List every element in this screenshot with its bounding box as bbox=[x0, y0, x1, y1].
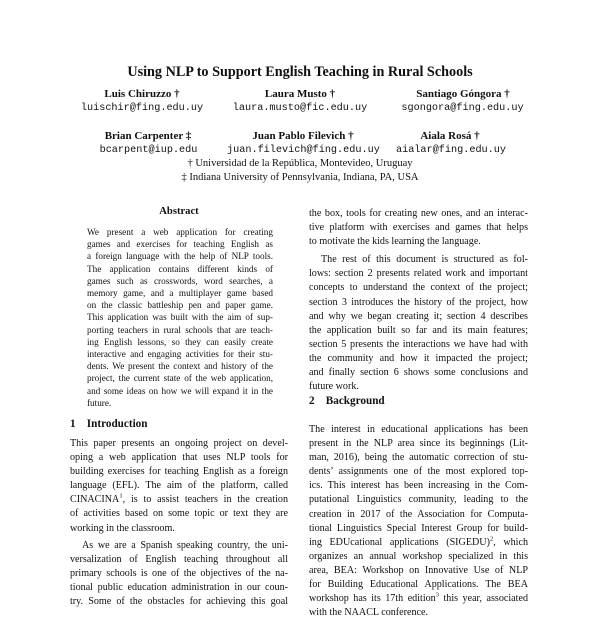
background-body bbox=[309, 423, 528, 620]
footnote-mark-3: 3 bbox=[435, 591, 439, 599]
body-line: section 5 presents the interactions we have had with bbox=[309, 338, 528, 350]
body-line: and finally section 6 shows some conclusions and bbox=[309, 367, 528, 379]
footnote-mark-1: 1 bbox=[119, 493, 123, 501]
author-name-3: Santiago Góngora † bbox=[416, 88, 510, 100]
author-email-1: luischir@fing.edu.uy bbox=[80, 103, 204, 114]
body-line: and why we began creating it; section 4 describes bbox=[309, 310, 528, 322]
abstract-line: games and exercises for teaching English as bbox=[87, 239, 273, 250]
body-line: concepts to understand the context of the project; bbox=[309, 282, 528, 294]
author-email-6: aialar@fing.edu.uy bbox=[395, 145, 507, 156]
body-line: The rest of this document is structured as fol- bbox=[321, 254, 528, 266]
bg-line: dents’ assignments one of the most explored top- bbox=[309, 466, 528, 478]
abstract-body bbox=[87, 226, 273, 409]
intro-heading-text: 1 Introduction bbox=[70, 418, 148, 430]
author-email-5: juan.filevich@fing.edu.uy bbox=[227, 145, 380, 156]
bg-line: ics. This interest has been increasing in the Com- bbox=[309, 480, 528, 492]
right-column-top bbox=[309, 207, 528, 394]
abstract-line: interactive and engaging activities for their stu- bbox=[87, 349, 273, 360]
abstract-line: memory game, and a multiplayer game based bbox=[87, 288, 273, 299]
body-line: the community and how it impacted the project; bbox=[309, 352, 528, 364]
intro-line: This paper presents an ongoing project on devel- bbox=[70, 438, 288, 449]
bg-line: area, BEA: Workshop on Innovative Use of NLP bbox=[309, 564, 528, 576]
abstract-line: and some ideas on how we will expand it in the bbox=[87, 385, 273, 396]
abstract-line: porting teachers in rural schools that are teach- bbox=[87, 324, 273, 335]
intro-line: primary schools is one of the objectives of the na- bbox=[70, 567, 288, 579]
bg-line-rest: this year, associated bbox=[438, 593, 528, 605]
intro-line: versalization of English teaching throughout all bbox=[70, 553, 288, 565]
body-line: the application built so far and its main features; bbox=[309, 324, 528, 336]
intro-line-footnote bbox=[70, 493, 288, 507]
author-name-4: Brian Carpenter ‡ bbox=[104, 130, 192, 142]
author-name-2: Laura Musto † bbox=[264, 88, 336, 100]
body-line: future work. bbox=[309, 381, 359, 393]
body-line: lows: section 2 presents related work and important bbox=[309, 268, 528, 280]
intro-body bbox=[70, 437, 288, 609]
abstract-heading: Abstract bbox=[159, 206, 199, 217]
intro-line: try. Some of the obstacles for achieving this goal bbox=[70, 596, 288, 608]
intro-line: language (EFL). The aim of the platform, called bbox=[70, 480, 288, 492]
background-heading-text: 2 Background bbox=[309, 395, 385, 407]
body-line: tive platform with exercises and games that helps bbox=[309, 222, 528, 234]
author-email-3: sgongora@fing.edu.uy bbox=[401, 103, 524, 114]
author-name-5: Juan Pablo Filevich † bbox=[252, 130, 354, 142]
body-line: section 3 introduces the history of the project, how bbox=[309, 296, 528, 308]
bg-line: putational Linguistics community, leading to the bbox=[309, 494, 528, 506]
bg-line: creation in 2017 of the Association for Computa- bbox=[309, 508, 528, 520]
abstract-line: a foreign language with the help of NLP tools. bbox=[87, 251, 273, 262]
intro-line: building exercises for teaching English as a foreign bbox=[70, 466, 288, 478]
abstract-line: future. bbox=[87, 397, 112, 408]
abstract-line: We present a web application for creating bbox=[87, 227, 273, 237]
bg-line: tional Linguistics Special Interest Group for build- bbox=[309, 522, 528, 534]
author-name-1: Luis Chiruzzo † bbox=[104, 88, 180, 100]
affiliation-1: † Universidad de la República, Montevideo, Uruguay bbox=[187, 158, 413, 169]
paper-title: Using NLP to Support English Teaching in Rural Schools bbox=[127, 64, 473, 80]
footnote-mark-2: 2 bbox=[489, 535, 494, 543]
abstract-line: project, the current state of the web application, bbox=[87, 373, 273, 384]
intro-line: working in the classroom. bbox=[70, 522, 175, 534]
bg-line: with the NAACL conference. bbox=[309, 607, 429, 619]
bg-sigedu: ing EDUcational applications (SIGEDU) bbox=[309, 536, 490, 548]
intro-heading bbox=[70, 418, 148, 430]
author-email-4: bcarpent@iup.edu bbox=[99, 145, 198, 156]
intro-line: of activities based on some topic or text they are bbox=[70, 508, 288, 520]
abstract-line: games such as crosswords, word searches, a bbox=[87, 275, 273, 286]
intro-line-rest: , is to assist teachers in the creation bbox=[122, 494, 288, 506]
background-heading bbox=[309, 395, 385, 407]
bg-line: man, 2016), being the automatic correction of stu- bbox=[309, 452, 528, 464]
bg-line: The interest in educational applications has been bbox=[309, 424, 528, 435]
bg-line-footnote bbox=[309, 592, 528, 606]
affiliation-2: ‡ Indiana University of Pennsylvania, Indiana, PA, USA bbox=[181, 172, 419, 183]
author-name-6: Aiala Rosá † bbox=[420, 130, 480, 142]
abstract-line: This application was built with the aim of sup- bbox=[87, 312, 273, 323]
intro-line: oping a web application that uses NLP tools for bbox=[70, 452, 288, 464]
abstract-line: ing English lessons, so they can easily create bbox=[87, 336, 273, 347]
intro-line: As we are a Spanish speaking country, the uni- bbox=[82, 539, 288, 551]
author-email-2: laura.musto@fic.edu.uy bbox=[232, 103, 368, 114]
bg-edition: workshop has its 17th edition bbox=[309, 593, 436, 605]
bg-line: organizes an annual workshop specialized in this bbox=[309, 550, 528, 562]
bg-line-rest: , which bbox=[493, 536, 528, 548]
bg-line: for Building Educational Applications. The BEA bbox=[309, 579, 528, 591]
abstract-line: The application contains different kinds of bbox=[87, 263, 273, 274]
bg-line: present in the NLP area since its beginnings (Lit- bbox=[309, 438, 528, 450]
bg-line-footnote bbox=[309, 536, 528, 550]
intro-line: tional public education administration in our coun- bbox=[70, 581, 288, 593]
abstract-line: dents. We present the context and history of the bbox=[87, 361, 273, 372]
body-line: to motivate the kids learning the language. bbox=[309, 236, 481, 248]
intro-cinacina: CINACINA bbox=[70, 494, 120, 506]
body-line: the box, tools for creating new ones, and an interac- bbox=[309, 208, 528, 219]
abstract-line: on the classic battleship pen and paper game. bbox=[87, 300, 273, 311]
